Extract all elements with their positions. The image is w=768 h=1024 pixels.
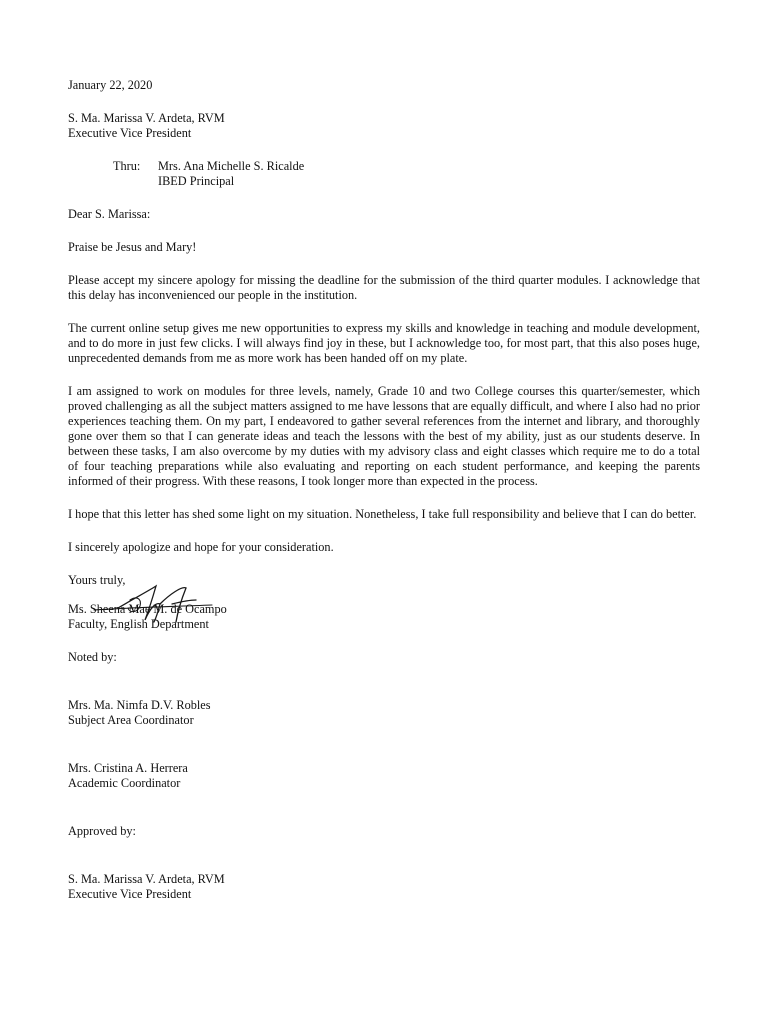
paragraph-responsibility: I hope that this letter has shed some light on my situation. Nonetheless, I take full responsibility and believe that I can do better. [68,507,697,521]
recipient-title: Executive Vice President [68,126,192,140]
closing: Yours truly, [68,573,126,587]
paragraph-assignments: I am assigned to work on modules for three levels, namely, Grade 10 and two College courses this quarter/semester, which proved challenging as all the subject matters assigned to me have lessons that are equally difficult, and where I also had no prior experiences teaching them. On my part, I endeavored to gather several references from the internet and library, and thoroughly gone over them so that I can generate ideas and teach the lessons with the best of my ability, just as our students deserve. In between these tasks, I am also overcome by my duties with my advisory class and eight classes which require me to do a total of four teaching preparations while also evaluating and reporting on each student performance, and keeping the parents informed of their progress. With these reasons, I took longer more than expected in the process. [68,384,700,488]
noted-by-label: Noted by: [68,650,117,664]
noter-title: Subject Area Coordinator [68,713,194,727]
approver-name: S. Ma. Marissa V. Ardeta, RVM [68,872,225,886]
signer-name: Ms. Sheena Mae M. de Ocampo [68,602,227,616]
paragraph-consideration: I sincerely apologize and hope for your consideration. [68,540,334,554]
thru-label: Thru: [113,159,141,173]
noter-block-2 [68,761,700,791]
letter [68,78,700,902]
signer-block [68,602,700,632]
thru-title: IBED Principal [158,174,235,188]
thru-block [113,159,700,189]
noter-block-1 [68,698,700,728]
thru-name: Mrs. Ana Michelle S. Ricalde [158,159,305,173]
recipient-name: S. Ma. Marissa V. Ardeta, RVM [68,111,225,125]
paragraph-apology: Please accept my sincere apology for missing the deadline for the submission of the third quarter modules. I acknowledge that this delay has inconvenienced our people in the institution. [68,273,700,302]
noter-name: Mrs. Ma. Nimfa D.V. Robles [68,698,211,712]
salutation: Dear S. Marissa: [68,207,151,221]
approver-block [68,872,700,902]
approver-title: Executive Vice President [68,887,192,901]
letter-date: January 22, 2020 [68,78,153,92]
signer-title: Faculty, English Department [68,617,209,631]
greeting: Praise be Jesus and Mary! [68,240,197,254]
recipient-block [68,111,700,141]
signature-area [68,588,700,602]
approved-by-label: Approved by: [68,824,136,838]
noter-name: Mrs. Cristina A. Herrera [68,761,188,775]
noter-title: Academic Coordinator [68,776,181,790]
paragraph-online-setup: The current online setup gives me new opportunities to express my skills and knowledge in teaching and module development, and to do more in just few clicks. I will always find joy in these, but I acknowledge too, for most part, that this also poses huge, unprecedented demands from me as more work has been handed off on my plate. [68,321,700,365]
